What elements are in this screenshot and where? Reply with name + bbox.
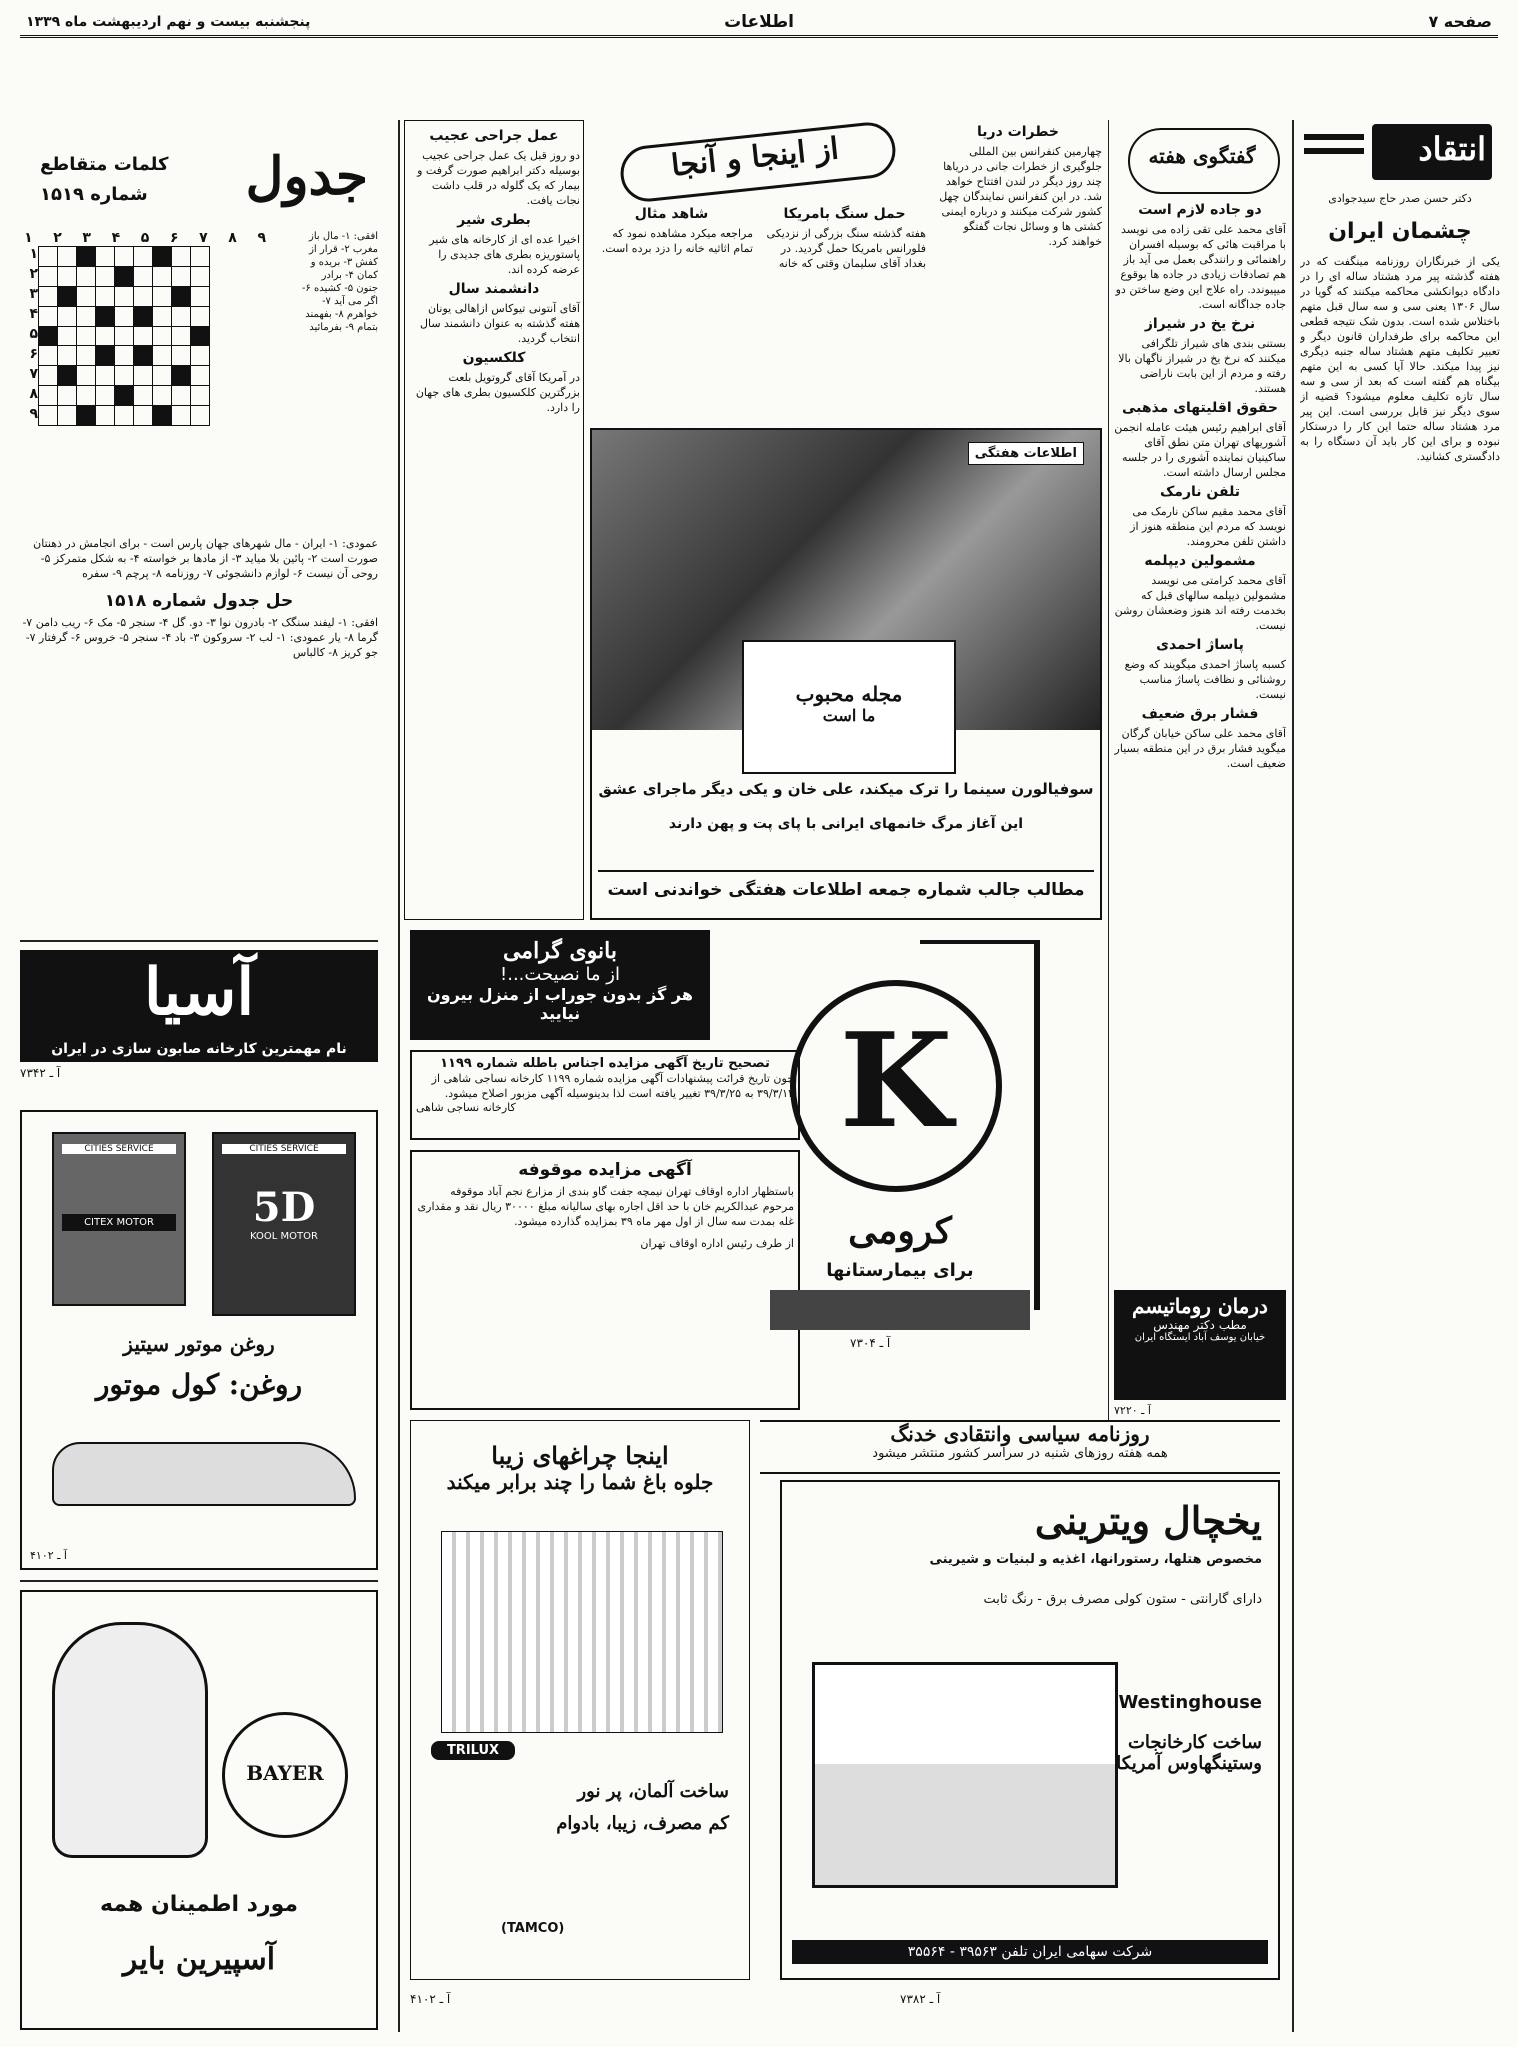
magazine-ad <box>590 428 1102 920</box>
surgery-p2: اخیرا عده ای از کارخانه های شیر پاستوریزه بطری های جدیدی را عرضه کرده اند. <box>429 233 580 276</box>
crossword-cell[interactable] <box>115 286 134 306</box>
crossword-cell[interactable] <box>58 326 77 346</box>
here-there-sub2: شاهد مثال <box>634 206 709 222</box>
khadang-sub: همه هفته روزهای شنبه در سراسر کشور منتشر میشود <box>872 1446 1168 1461</box>
auction-footer: از طرف رئیس اداره اوقاف تهران <box>640 1237 794 1250</box>
crossword-cell[interactable] <box>115 366 134 386</box>
bayer-line1: مورد اطمینان همه <box>99 1892 299 1917</box>
crossword-cell[interactable] <box>115 266 134 286</box>
kroma-arm <box>920 940 1040 944</box>
crossword-cell[interactable] <box>77 406 96 426</box>
page-number: صفحه ۷ <box>1428 12 1492 31</box>
crossword-row-number: ۸ <box>29 386 38 402</box>
kroma-lamp-post <box>1034 940 1040 1310</box>
crossword-row-number: ۲ <box>29 266 38 282</box>
magazine-book-sub: ما است <box>822 706 876 725</box>
crossword-cell[interactable] <box>96 386 115 406</box>
crossword-cell[interactable] <box>134 247 153 267</box>
crossword-cell[interactable] <box>39 386 58 406</box>
oil-brand-1: CITIES SERVICE <box>62 1144 176 1154</box>
crossword-cell[interactable] <box>58 366 77 386</box>
auction-notice <box>410 1150 800 1410</box>
crossword-cell[interactable] <box>172 326 191 346</box>
crossword-cell[interactable] <box>191 266 210 286</box>
crossword-cell[interactable] <box>153 346 172 366</box>
oil-brand-2: CITIES SERVICE <box>222 1144 346 1154</box>
trilux-brand: TRILUX <box>431 1741 515 1760</box>
oil-can-1 <box>52 1132 186 1306</box>
rheum-sub: مطب دکتر مهندس <box>1153 1318 1247 1332</box>
interview-h7: فشار برق ضعیف <box>1141 706 1259 722</box>
crossword-cell[interactable] <box>172 366 191 386</box>
crossword-cell[interactable] <box>134 386 153 406</box>
crossword-cell[interactable] <box>172 286 191 306</box>
trilux-ad <box>410 1420 750 1980</box>
oil-label-2: 5D <box>252 1184 316 1231</box>
crossword-cell[interactable] <box>39 247 58 267</box>
crossword-cell[interactable] <box>153 247 172 267</box>
crossword-subtitle: کلمات متقاطع <box>40 154 169 175</box>
crossword-cell[interactable] <box>39 406 58 426</box>
crossword-cell[interactable] <box>115 346 134 366</box>
fridge-sub: مخصوص هتلها، رستورانها، اغذیه و لبنیات و شیرینی <box>929 1552 1262 1567</box>
socks-ad <box>410 930 710 1040</box>
trilux-code: آ ـ ۴۱۰۲ <box>410 1992 451 2006</box>
crossword-col-number: ۹ <box>257 230 266 246</box>
fridge-title: یخچال ویترینی <box>1034 1498 1262 1543</box>
cities-oil-ad <box>20 1110 378 1570</box>
crossword-cell[interactable] <box>58 247 77 267</box>
crossword-cell[interactable] <box>58 266 77 286</box>
rheumatism-ad <box>1114 1290 1286 1400</box>
crossword-cell[interactable] <box>191 366 210 386</box>
auction-title: آگهی مزایده موقوفه <box>518 1160 692 1180</box>
surgery-h2: بطری شیر <box>457 212 531 228</box>
crossword-cell[interactable] <box>58 346 77 366</box>
crossword-cell[interactable] <box>39 266 58 286</box>
crossword-row-numbers <box>20 246 38 426</box>
crossword-cell[interactable] <box>191 247 210 267</box>
oil-line2: روغن: کول موتور <box>95 1368 303 1401</box>
kroma-city-skyline <box>770 1290 1030 1330</box>
socks-line1: از ما نصیحت...! <box>500 964 620 985</box>
sea-dangers-article <box>934 120 1102 420</box>
crossword-cell[interactable] <box>191 286 210 306</box>
crossword-row-number: ۶ <box>29 346 38 362</box>
crossword-col-number: ۷ <box>199 230 208 246</box>
trilux-line1: اینجا چراغهای زیبا <box>491 1441 669 1470</box>
crossword-cell[interactable] <box>172 247 191 267</box>
magazine-book <box>742 640 956 774</box>
kroma-ad <box>770 940 1102 1350</box>
kroma-name: کرومی <box>848 1210 952 1252</box>
surgery-h4: کلکسیون <box>462 350 526 366</box>
interview-h5: مشمولین دیپلمه <box>1144 553 1256 569</box>
crossword-cell[interactable] <box>96 346 115 366</box>
interview-p2: بستنی بندی های شیراز تلگرافی میکنند که نرخ یخ در شیراز ناگهان بالا رفته و مردم از این بابت ناراضی هستند. <box>1118 337 1286 395</box>
critique-logo <box>1300 120 1500 190</box>
crossword-cell[interactable] <box>134 326 153 346</box>
asia-name: آسیا <box>20 950 378 1036</box>
crossword-cell[interactable] <box>153 366 172 386</box>
trilux-b1: ساخت آلمان، پر نور <box>577 1781 729 1802</box>
trilux-b2: کم مصرف، زیبا، بادوام <box>556 1813 729 1834</box>
crossword-row-number: ۹ <box>29 406 38 422</box>
bayer-cross-logo <box>222 1712 348 1838</box>
interview-column <box>1114 120 1286 1270</box>
kroma-sub: برای بیمارستانها <box>826 1260 974 1281</box>
crossword-cell[interactable] <box>58 286 77 306</box>
crossword-cell[interactable] <box>153 266 172 286</box>
crossword-cell[interactable] <box>77 346 96 366</box>
oil-line1: روغن موتور سیتیز <box>123 1332 275 1356</box>
crossword-cell[interactable] <box>77 286 96 306</box>
crossword-cell[interactable] <box>96 366 115 386</box>
interview-p3: آقای ابراهیم رئیس هیئت عامله انجمن آشوریهای تهران متن نطق آقای ساکینیان نماینده آشوری را در جلسه مجلس ارسال داشته است. <box>1114 421 1286 479</box>
sea-dangers-title: خطرات دریا <box>977 124 1059 140</box>
crossword-cell[interactable] <box>172 346 191 366</box>
crossword-cell[interactable] <box>172 266 191 286</box>
crossword-cell[interactable] <box>115 326 134 346</box>
crossword-row-number: ۳ <box>29 286 38 302</box>
crossword-col-number: ۲ <box>53 230 62 246</box>
surgery-body: دو روز قبل یک عمل جراحی عجیب بوسیله دکتر ابراهیم صورت گرفت و بیمار که یک گلوله در قلب داشت نجات یافت. <box>417 149 580 207</box>
crossword-row-number: ۴ <box>29 306 38 322</box>
interview-p6: کسبه پاساژ احمدی میگویند که وضع روشنائی و نظافت پاساژ مناسب نیست. <box>1124 658 1286 701</box>
crossword-cell[interactable] <box>172 406 191 426</box>
crossword-cell[interactable] <box>134 366 153 386</box>
crossword-cell[interactable] <box>96 406 115 426</box>
interview-h6: پاساژ احمدی <box>1156 637 1244 653</box>
asia-tagline: نام مهمترین کارخانه صابون سازی در ایران <box>20 1036 378 1062</box>
crossword-cell[interactable] <box>96 266 115 286</box>
fridge-illustration <box>812 1662 1118 1888</box>
crossword-row-number: ۷ <box>29 366 38 382</box>
auction-body: باستظهار اداره اوقاف تهران نیمچه جفت گاو بندی از مزارع نجم آباد موقوفه مرحوم عبدالکریم خان با حد اقل اجاره بهای ساليانه مبلغ ۳۰۰۰۰ ریال نقد و مقداری غله بمدت سه سال از اول مهر ماه ۳۹ بمزایده گذارده میشود. <box>417 1185 794 1228</box>
crossword-cell[interactable] <box>191 326 210 346</box>
crossword-cell[interactable] <box>134 286 153 306</box>
here-there-body: هفته گذشته سنگ بزرگی از نزدیکی فلورانس بامریکا حمل گردید. در بغداد آقای سلیمان وقتی که خانه مراجعه میکرد مشاهده نمود که تمام اثاثیه خانه را دزد برده است. <box>601 227 926 270</box>
correction-body: چون تاریخ قرائت پیشنهادات آگهی مزایده شماره ۱۱۹۹ کارخانه نساجی شاهی از ۳۹/۳/۱۲ به ۳۹/۳/۲۵ تغییر یافته است لذا بدینوسیله آگهی مزبور اصلاح میشود. <box>431 1072 794 1100</box>
interview-h4: تلفن نارمک <box>1159 484 1241 500</box>
interview-h2: نرخ یخ در شیراز <box>1144 316 1256 332</box>
asia-code: آ ـ ۷۳۴۲ <box>20 1066 61 1080</box>
magazine-line3: مطالب جالب شماره جمعه اطلاعات هفتگی خواندنی است <box>598 870 1094 900</box>
rheum-title: درمان روماتیسم <box>1132 1294 1268 1318</box>
asia-soap-ad <box>20 950 378 1100</box>
socks-line2: هر گز بدون جوراب از منزل بیرون نیایید <box>427 985 693 1023</box>
crossword-cell[interactable] <box>77 326 96 346</box>
crossword-cell[interactable] <box>134 306 153 326</box>
bayer-line2: آسپیرین بایر <box>122 1942 276 1977</box>
crossword-cell[interactable] <box>134 406 153 426</box>
crossword-cell[interactable] <box>58 406 77 426</box>
here-there-sub1: حمل سنگ بامریکا <box>783 206 906 222</box>
crossword-cell[interactable] <box>39 286 58 306</box>
trilux-line2: جلوه باغ شما را چند برابر میکند <box>446 1470 714 1494</box>
surgery-column <box>404 120 584 920</box>
crossword-number: شماره ۱۵۱۹ <box>40 184 148 205</box>
critique-column <box>1300 120 1500 2032</box>
crossword-cell[interactable] <box>153 386 172 406</box>
crossword-cell[interactable] <box>191 386 210 406</box>
crossword-section <box>20 140 378 930</box>
crossword-cell[interactable] <box>172 306 191 326</box>
crossword-col-number: ۳ <box>82 230 91 246</box>
fridge-phone: شرکت سهامی ایران تلفن ۳۹۵۶۳ - ۳۵۵۶۴ <box>792 1940 1268 1964</box>
interview-p5: آقای محمد کرامتی می نویسد مشمولین دیپلمه سالهای قبل که بخدمت رفته اند هنوز وضعشان روشن نیست. <box>1114 574 1286 632</box>
magazine-line2: این آغاز مرگ خانمهای ایرانی با پای پت و پهن دارند <box>668 816 1024 832</box>
crossword-solution-title: حل جدول شماره ۱۵۱۸ <box>104 591 294 611</box>
page-date: پنجشنبه بیست و نهم اردیبهشت ماه ۱۳۳۹ <box>26 14 311 30</box>
interview-h1: دو جاده لازم است <box>1138 202 1262 218</box>
khadang-title: روزنامه سیاسی وانتقادی خدنگ <box>890 1422 1150 1446</box>
crossword-cell[interactable] <box>58 386 77 406</box>
page-header <box>20 8 1498 38</box>
trilux-dealer: (TAMCO) <box>501 1921 565 1936</box>
rheum-code: آ ـ ۷۲۲۰ <box>1114 1404 1151 1417</box>
crossword-cell[interactable] <box>153 286 172 306</box>
crossword-column-numbers <box>20 230 290 246</box>
oil-label-1: CITEX MOTOR <box>62 1214 176 1231</box>
crossword-cell[interactable] <box>191 406 210 426</box>
crossword-grid[interactable] <box>38 246 210 426</box>
crossword-col-number: ۵ <box>140 230 150 246</box>
critique-title: انتقاد <box>1418 130 1486 168</box>
crossword-row-number: ۱ <box>29 246 38 262</box>
fridge-brand: Westinghouse <box>1118 1692 1262 1713</box>
crossword-vertical-clues: عمودی: ۱- ایران - مال شهرهای جهان پارس است - برای انجامش در ذهنتان صورت است ۲- پائین بلا میاید ۳- از مادها بر خواسته ۴- به شکل متمرکز ۵- روحی آن نیست ۶- لوازم دانشجوئی ۷- روزنامه ۸- پرچم ۹- سفره <box>33 537 378 580</box>
crossword-col-number: ۸ <box>228 230 237 246</box>
crossword-cell[interactable] <box>134 346 153 366</box>
oil-car-illustration <box>52 1442 356 1506</box>
crossword-horizontal-clues: افقی: ۱- مال باز مغرب ۲- قرار از کفش ۳- بریده و کمان ۴- برادر جنون ۵- کشیده ۶- اگر می آید ۷- خواهرم ۸- بفهمند بتمام ۹- بفرمائید <box>302 231 378 333</box>
interview-banner <box>1114 120 1286 198</box>
crossword-cell[interactable] <box>115 306 134 326</box>
trilux-garden-illustration <box>441 1531 723 1733</box>
crossword-cell[interactable] <box>39 346 58 366</box>
crossword-title: جدول <box>245 146 368 207</box>
crossword-col-number: ۴ <box>111 230 121 246</box>
crossword-cell[interactable] <box>153 406 172 426</box>
here-there-article <box>590 120 926 420</box>
surgery-p3: آقای آنتونی تیوکاس ازاهالی یونان هفته گذشته به عنوان دانشمند سال انتخاب گردید. <box>419 302 580 345</box>
oil-code: آ ـ ۴۱۰۲ <box>30 1549 67 1562</box>
crossword-solution: افقی: ۱- لیفند سنگک ۲- بادرون نوا ۳- دو. گل ۴- سنجر ۵- مک ۶- ریب دامن ۷- گرما ۸- یار عمودی: ۱- لب ۲- سروکون ۳- باد ۴- سنجر ۵- خروس ۶- گرفتار ۷- جو کریز ۸- کالباس <box>22 616 378 659</box>
surgery-title: عمل جراحی عجیب <box>429 128 559 144</box>
crossword-cell[interactable] <box>134 266 153 286</box>
oil-can-2 <box>212 1132 356 1316</box>
crossword-col-number: ۱ <box>24 230 33 246</box>
kroma-code: آ ـ ۷۳۰۴ <box>850 1336 891 1350</box>
magazine-logo: اطلاعات هفتگی <box>968 442 1084 465</box>
crossword-cell[interactable] <box>153 306 172 326</box>
headache-figure <box>52 1622 208 1858</box>
sea-dangers-body: چهارمین کنفرانس بین المللی جلوگیری از خطرات جانی در دریاها چند روز دیگر در لندن افتتاح خواهد شد. در این کنفرانس نمایندگان چهل کشور شرکت میکنند و درباره ایمنی کشتی ها و وسائل نجات گفتگو خواهند کرد. <box>939 145 1102 248</box>
crossword-cell[interactable] <box>191 346 210 366</box>
socks-title: بانوی گرامی <box>502 938 618 964</box>
correction-title: تصحیح تاریخ آگهی مزایده اجناس باطله شماره ۱۱۹۹ <box>440 1056 770 1071</box>
interview-h3: حقوق اقلیتهای مذهبی <box>1122 400 1278 416</box>
crossword-col-number: ۶ <box>169 230 179 246</box>
kroma-letter: K <box>839 1004 953 1157</box>
correction-footer: کارخانه نساجی شاهی <box>416 1101 516 1114</box>
bayer-name-h: BAYER <box>246 1761 324 1785</box>
crossword-cell[interactable] <box>77 306 96 326</box>
fridge-ad <box>780 1480 1280 1980</box>
crossword-cell[interactable] <box>58 306 77 326</box>
correction-notice <box>410 1050 800 1140</box>
crossword-cell[interactable] <box>115 247 134 267</box>
critique-author: دکتر حسن صدر حاج سیدجوادی <box>1328 192 1472 205</box>
critique-heading: چشمان ایران <box>1328 219 1472 244</box>
khadang-ad <box>760 1420 1280 1474</box>
crossword-cell[interactable] <box>96 326 115 346</box>
crossword-cell[interactable] <box>39 306 58 326</box>
crossword-cell[interactable] <box>77 266 96 286</box>
crossword-cell[interactable] <box>39 366 58 386</box>
here-there-title: از اینجا و آنجا <box>669 131 841 184</box>
crossword-cell[interactable] <box>172 386 191 406</box>
here-there-banner <box>590 120 926 202</box>
rheum-addr: خیابان یوسف آباد ایستگاه ایران <box>1134 1332 1266 1343</box>
crossword-cell[interactable] <box>115 406 134 426</box>
critique-body: یکی از خبرنگاران روزنامه مینگفت که در هفته گذشته پیر مرد هشتاد ساله ای را در دادگاه دیوانکشی محاکمه میکنند که گویا در سال ۱۳۰۶ یعنی سی و سه سال قبل متهم باختلاس شده است. بدون شک نتیجه قطعی این محاکمه برای طرفداران قانون دیگر و تعبیر تکلیف متهم هشتاد ساله جنبه دیگری نیز پیدا میکند. حالا آیا کسی به این متهم بیگناه هم گفته است که بعد از سی و سه سال تازه تکلیف معلوم میشود؟ قضیه از سوی دیگر نیز قابل بررسی است. این پیر مرد هشتاد ساله حتما این کار را درستکار نبوده و برای این کار باید آن دستگاه را به دادگستری کشانید. <box>1300 255 1500 463</box>
crossword-cell[interactable] <box>96 247 115 267</box>
crossword-cell[interactable] <box>77 366 96 386</box>
interview-p1: آقای محمد علی تقی زاده می نویسد با مراقبت هائی که بوسیله افسران راهنمائی و رانندگی بعمل می آید باز هم تصادفات زیادی در جاده ها بوقوع میپیوندد. راه علاج این وضع ساختن دو جاده جداگانه است. <box>1115 223 1286 311</box>
magazine-line1: سوفیالورن سینما را ترک میکند، علی خان و یکی دیگر ماجرای عشق <box>598 780 1094 798</box>
fridge-made: ساخت کارخانجات وستینگهاوس آمریکا <box>1116 1732 1262 1774</box>
crossword-cell[interactable] <box>77 386 96 406</box>
crossword-cell[interactable] <box>153 326 172 346</box>
magazine-book-title: مجله محبوب <box>795 682 903 706</box>
crossword-cell[interactable] <box>191 306 210 326</box>
crossword-row-number: ۵ <box>29 326 38 342</box>
surgery-p4: در آمریکا آقای گروتویل بلعت بزرگترین کلکسیون بطری های جهان را دارد. <box>415 371 580 414</box>
surgery-h3: دانشمند سال <box>448 281 540 297</box>
bayer-aspirin-ad <box>20 1590 378 2030</box>
crossword-cell[interactable] <box>115 386 134 406</box>
crossword-cell[interactable] <box>39 326 58 346</box>
interview-title: گفتگوی هفته <box>1148 144 1256 168</box>
newspaper-name: اطلاعات <box>724 12 794 32</box>
kroma-k-circle <box>790 980 1002 1192</box>
crossword-cell[interactable] <box>96 286 115 306</box>
crossword-cell[interactable] <box>96 306 115 326</box>
fridge-features: دارای گارانتی - ستون کولی مصرف برق - رنگ ثابت <box>983 1592 1262 1607</box>
interview-p4: آقای محمد مقیم ساکن نارمک می نویسد که مردم این منطقه هنوز از داشتن تلفن محرومند. <box>1130 505 1286 548</box>
interview-p7: آقای محمد علی ساکن خیابان گرگان میگوید فشار برق در این منطقه بسیار ضعیف است. <box>1114 727 1286 770</box>
oil-label-3: KOOL MOTOR <box>250 1231 318 1242</box>
fridge-code: آ ـ ۷۳۸۲ <box>900 1992 941 2006</box>
crossword-cell[interactable] <box>77 247 96 267</box>
